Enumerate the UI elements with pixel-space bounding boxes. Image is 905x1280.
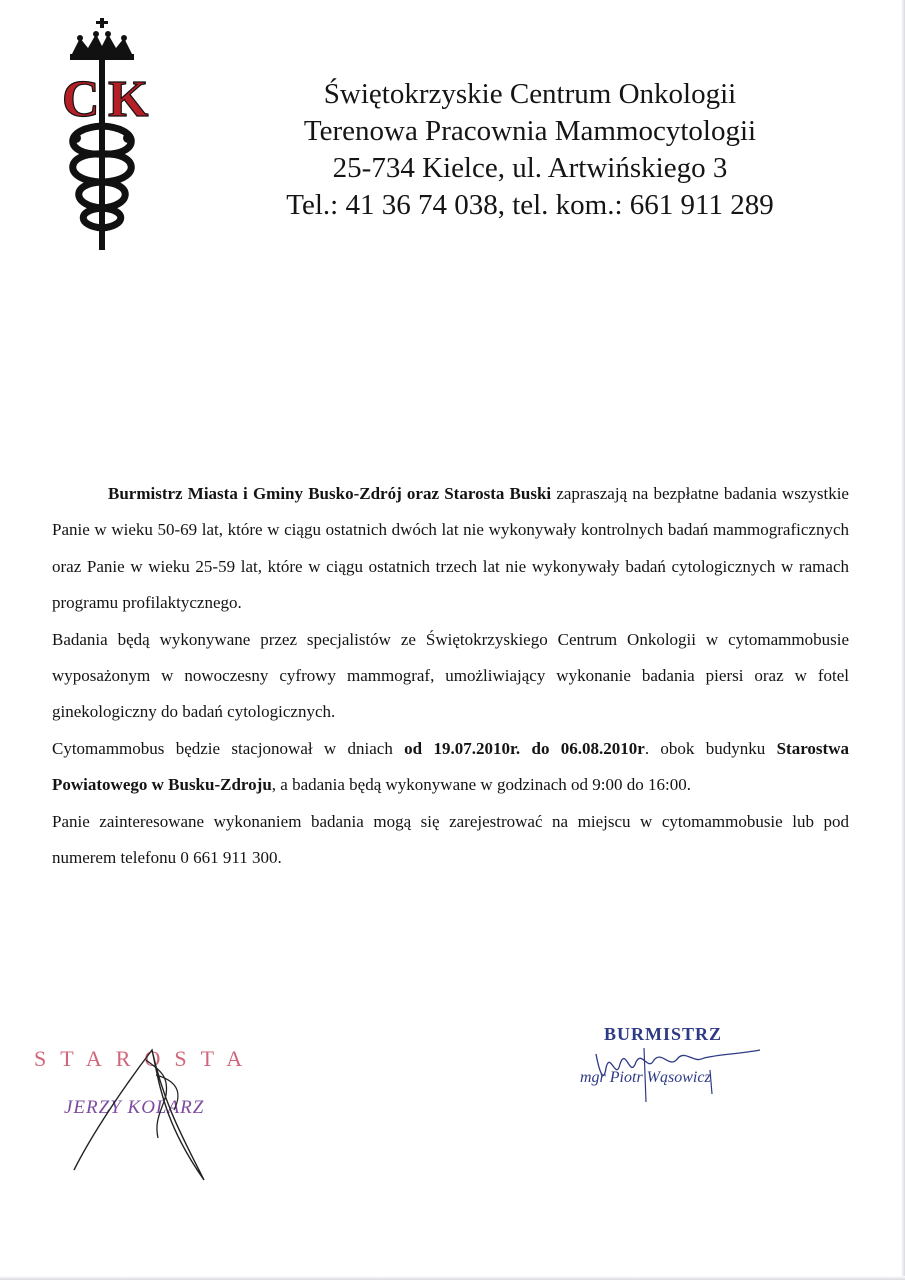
scan-edge-right	[901, 0, 905, 1280]
starosta-stamp	[34, 1040, 294, 1190]
schedule-text-1: Cytomammobus będzie stacjonował w dniach	[52, 738, 405, 758]
burmistrz-title: BURMISTRZ	[604, 1024, 723, 1044]
scan-edge-bottom	[0, 1276, 905, 1280]
schedule-text-3: , a badania będą wykonywane w godzinach od 9:00 do 16:00.	[271, 775, 692, 795]
logo-letter-k: K	[108, 71, 149, 128]
letter-body	[52, 476, 849, 876]
burmistrz-name: mgr Piotr Wąsowicz	[580, 1069, 711, 1086]
phone-line: Tel.: 41 36 74 038, tel. kom.: 661 911 289	[286, 189, 774, 221]
inviting-authorities: Burmistrz Miasta i Gminy Busko-Zdrój oraz Starosta Buski	[108, 484, 552, 503]
starosta-name: JERZY KOLARZ	[64, 1097, 205, 1118]
paragraph-registration: Panie zainteresowane wykonaniem badania mogą się zarejestrować na miejscu w cytomammobusie lub pod numerem telefonu 0 661 911 300.	[52, 811, 849, 868]
paragraph-invitation	[52, 476, 849, 622]
starosta-signature-icon	[34, 1020, 294, 1190]
schedule-text-2: . obok budynku	[644, 738, 777, 758]
schedule-dates: od 19.07.2010r. do 06.08.2010r	[404, 738, 645, 758]
address-line: 25-734 Kielce, ul. Artwińskiego 3	[332, 152, 728, 184]
burmistrz-stamp	[570, 1020, 790, 1120]
schedule-location: Starostwa Powiatowego w Busku-Zdroju	[52, 738, 849, 795]
invitation-text: zapraszają na bezpłatne badania wszystkie Panie w wieku 50-69 lat, które w ciągu ostatnich dwóch lat nie wykonywały kontrolnych badań mammograficznych oraz Panie w wieku 25-59 lat, które w ciągu ostatnich trzech lat nie wykonywały badań cytologicznych w ramach programu profilaktycznego.	[52, 484, 849, 613]
letterhead	[230, 76, 830, 224]
institution-name: Świętokrzyskie Centrum Onkologii	[323, 78, 737, 110]
paragraph-specialists: Badania będą wykonywane przez specjalistów ze Świętokrzyskiego Centrum Onkologii w cytomammobusie wyposażonym w nowoczesny cyfrowy mammograf, umożliwiający wykonanie badania piersi oraz w fotel ginekologiczny do badań cytologicznych.	[52, 629, 849, 722]
burmistrz-signature-icon	[570, 1020, 790, 1120]
caduceus-ck-logo-icon	[52, 16, 152, 256]
department-name: Terenowa Pracownia Mammocytologii	[303, 115, 757, 147]
paragraph-schedule	[52, 731, 849, 804]
logo-letter-c: C	[62, 71, 100, 128]
starosta-title: STAROSTA	[34, 1046, 257, 1071]
